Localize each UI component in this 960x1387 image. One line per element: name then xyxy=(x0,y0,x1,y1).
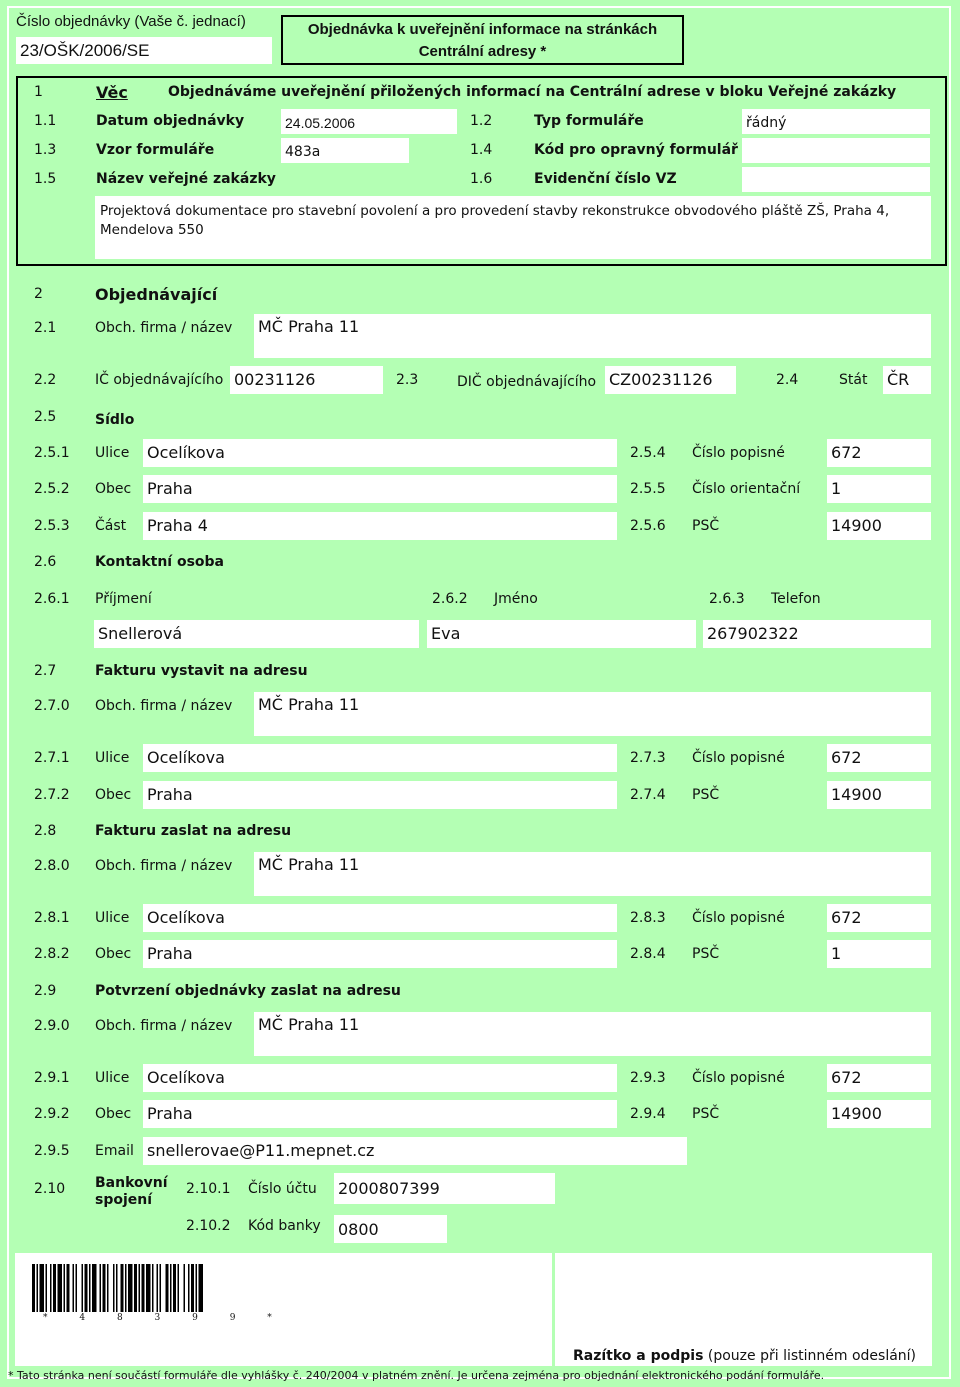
confirmation-postcode-field[interactable]: 14900 xyxy=(827,1100,931,1128)
field-2-7-3-number: 2.7.3 xyxy=(630,750,666,766)
field-1-6-number: 1.6 xyxy=(470,171,493,187)
field-2-5-number: 2.5 xyxy=(34,409,57,425)
field-2-9-4-number: 2.9.4 xyxy=(630,1106,666,1122)
confirmation-house-number-label: Číslo popisné xyxy=(692,1070,785,1086)
field-2-8-3-number: 2.8.3 xyxy=(630,910,666,926)
field-2-1-number: 2.1 xyxy=(34,320,57,336)
invoice-address-label: Fakturu vystavit na adresu xyxy=(95,663,308,679)
confirmation-city-label: Obec xyxy=(95,1106,132,1122)
barcode-text: * 4 8 3 9 9 * xyxy=(43,1313,287,1323)
orderer-name-field[interactable]: MČ Praha 11 xyxy=(254,314,931,358)
contract-id-field[interactable] xyxy=(742,167,930,192)
seat-label: Sídlo xyxy=(95,412,135,428)
seat-district-label: Část xyxy=(95,518,127,534)
confirmation-name-field[interactable]: MČ Praha 11 xyxy=(254,1012,931,1056)
field-2-9-number: 2.9 xyxy=(34,983,57,999)
field-1-2-number: 1.2 xyxy=(470,113,493,129)
field-2-9-1-number: 2.9.1 xyxy=(34,1070,70,1086)
form-title-line1: Objednávka k uveřejnění informace na stránkách xyxy=(307,21,658,38)
contract-id-label: Evidenční číslo VZ xyxy=(534,171,677,187)
field-2-7-2-number: 2.7.2 xyxy=(34,787,70,803)
confirmation-house-number-field[interactable]: 672 xyxy=(827,1064,931,1092)
invoice-send-postcode-label: PSČ xyxy=(692,946,720,962)
invoice-postcode-field[interactable]: 14900 xyxy=(827,781,931,809)
seat-postcode-label: PSČ xyxy=(692,518,720,534)
contract-name-label: Název veřejné zakázky xyxy=(96,171,276,187)
field-2-3-number: 2.3 xyxy=(396,372,419,388)
order-number-label: Číslo objednávky (Vaše č. jednací) xyxy=(16,13,246,30)
seat-street-label: Ulice xyxy=(95,445,130,461)
field-1-3-number: 1.3 xyxy=(34,142,57,158)
seat-orientation-number-field[interactable]: 1 xyxy=(827,475,931,503)
form-type-field[interactable]: řádný xyxy=(742,109,930,134)
first-name-label: Jméno xyxy=(494,591,538,607)
confirmation-street-field[interactable]: Ocelíkova xyxy=(143,1064,617,1092)
account-number-label: Číslo účtu xyxy=(248,1181,317,1197)
field-2-4-number: 2.4 xyxy=(776,372,799,388)
invoice-postcode-label: PSČ xyxy=(692,787,720,803)
field-2-5-1-number: 2.5.1 xyxy=(34,445,70,461)
contract-name-line1: Projektová dokumentace pro stavební povolení a pro provedení stavby rekonstrukce obvodového pláště ZŠ, Praha 4, xyxy=(100,203,890,219)
confirmation-street-label: Ulice xyxy=(95,1070,130,1086)
field-2-7-1-number: 2.7.1 xyxy=(34,750,70,766)
invoice-city-field[interactable]: Praha xyxy=(143,781,617,809)
phone-field[interactable]: 267902322 xyxy=(703,620,931,648)
field-2-6-number: 2.6 xyxy=(34,554,57,570)
seat-house-number-label: Číslo popisné xyxy=(692,445,785,461)
field-2-6-2-number: 2.6.2 xyxy=(432,591,468,607)
bank-connection-label xyxy=(95,1175,168,1209)
orderer-name-label: Obch. firma / název xyxy=(95,320,233,336)
section-2-title: Objednávající xyxy=(95,285,218,304)
field-2-8-number: 2.8 xyxy=(34,823,57,839)
invoice-house-number-field[interactable]: 672 xyxy=(827,744,931,772)
orderer-ico-label: IČ objednávajícího xyxy=(95,372,224,388)
invoice-send-city-field[interactable]: Praha xyxy=(143,940,617,968)
seat-house-number-field[interactable]: 672 xyxy=(827,439,931,467)
invoice-city-label: Obec xyxy=(95,787,132,803)
invoice-send-postcode-field[interactable]: 1 xyxy=(827,940,931,968)
orderer-dic-field[interactable]: CZ00231126 xyxy=(605,366,736,394)
surname-field[interactable]: Snellerová xyxy=(94,620,419,648)
bank-code-label: Kód banky xyxy=(248,1218,321,1234)
field-2-6-1-number: 2.6.1 xyxy=(34,591,70,607)
field-2-10-1-number: 2.10.1 xyxy=(186,1181,231,1197)
bank-connection-label-line2: spojení xyxy=(95,1192,153,1208)
bank-connection-label-line1: Bankovní xyxy=(95,1175,168,1191)
field-2-5-5-number: 2.5.5 xyxy=(630,481,666,497)
seat-city-label: Obec xyxy=(95,481,132,497)
email-field[interactable]: snellerovae@P11.mepnet.cz xyxy=(143,1137,687,1165)
invoice-name-field[interactable]: MČ Praha 11 xyxy=(254,692,931,736)
invoice-house-number-label: Číslo popisné xyxy=(692,750,785,766)
field-2-10-2-number: 2.10.2 xyxy=(186,1218,231,1234)
seat-street-field[interactable]: Ocelíkova xyxy=(143,439,617,467)
seat-district-field[interactable]: Praha 4 xyxy=(143,512,617,540)
signature-caption-note: (pouze při listinném odeslání) xyxy=(703,1348,917,1364)
confirmation-city-field[interactable]: Praha xyxy=(143,1100,617,1128)
contact-person-label: Kontaktní osoba xyxy=(95,554,225,570)
confirmation-name-label: Obch. firma / název xyxy=(95,1018,233,1034)
field-2-8-0-number: 2.8.0 xyxy=(34,858,70,874)
field-2-5-3-number: 2.5.3 xyxy=(34,518,70,534)
field-2-5-2-number: 2.5.2 xyxy=(34,481,70,497)
field-1-4-number: 1.4 xyxy=(470,142,493,158)
seat-postcode-field[interactable]: 14900 xyxy=(827,512,931,540)
country-field[interactable]: ČR xyxy=(883,366,931,394)
barcode-area xyxy=(15,1253,552,1366)
orderer-dic-label: DIČ objednávajícího xyxy=(457,374,597,390)
confirmation-postcode-label: PSČ xyxy=(692,1106,720,1122)
phone-label: Telefon xyxy=(771,591,821,607)
seat-orientation-number-label: Číslo orientační xyxy=(692,481,801,497)
bank-code-field[interactable]: 0800 xyxy=(334,1215,447,1243)
form-type-label: Typ formuláře xyxy=(534,113,644,129)
field-1-1-number: 1.1 xyxy=(34,113,57,129)
subject-label: Věc xyxy=(96,83,128,102)
form-template-field[interactable]: 483a xyxy=(281,138,409,163)
correction-code-label: Kód pro opravný formulář xyxy=(534,142,738,158)
country-label: Stát xyxy=(839,372,868,388)
form-title xyxy=(281,15,684,65)
field-2-8-2-number: 2.8.2 xyxy=(34,946,70,962)
field-2-8-1-number: 2.8.1 xyxy=(34,910,70,926)
field-2-5-6-number: 2.5.6 xyxy=(630,518,666,534)
footer-note: * Tato stránka není součástí formuláře dle vyhlášky č. 240/2004 v platném znění. Je určena zejména pro objednání elektronického podání formuláře. xyxy=(8,1369,825,1382)
field-1-5-number: 1.5 xyxy=(34,171,57,187)
invoice-send-name-field[interactable]: MČ Praha 11 xyxy=(254,852,931,896)
subject-text: Objednáváme uveřejnění přiložených informací na Centrální adrese v bloku Veřejné zakázky xyxy=(168,84,897,100)
correction-code-field[interactable] xyxy=(742,138,930,163)
field-2-9-3-number: 2.9.3 xyxy=(630,1070,666,1086)
field-2-8-4-number: 2.8.4 xyxy=(630,946,666,962)
signature-caption xyxy=(573,1348,916,1364)
field-2-2-number: 2.2 xyxy=(34,372,57,388)
seat-city-field[interactable]: Praha xyxy=(143,475,617,503)
field-2-9-2-number: 2.9.2 xyxy=(34,1106,70,1122)
invoice-send-address-label: Fakturu zaslat na adresu xyxy=(95,823,292,839)
field-2-7-0-number: 2.7.0 xyxy=(34,698,70,714)
invoice-send-city-label: Obec xyxy=(95,946,132,962)
field-2-6-3-number: 2.6.3 xyxy=(709,591,745,607)
field-2-7-number: 2.7 xyxy=(34,663,57,679)
order-number-field[interactable]: 23/OŠK/2006/SE xyxy=(16,37,272,64)
form-title-line2: Centrální adresy * xyxy=(418,43,547,60)
section-1-number: 1 xyxy=(34,84,43,100)
email-label: Email xyxy=(95,1143,134,1159)
confirmation-address-label: Potvrzení objednávky zaslat na adresu xyxy=(95,983,401,999)
invoice-send-street-field[interactable]: Ocelíkova xyxy=(143,904,617,932)
contract-name-field[interactable] xyxy=(95,196,931,259)
order-date-field[interactable]: 24.05.2006 xyxy=(281,109,457,134)
invoice-send-street-label: Ulice xyxy=(95,910,130,926)
invoice-street-field[interactable]: Ocelíkova xyxy=(143,744,617,772)
orderer-ico-field[interactable]: 00231126 xyxy=(230,366,383,394)
invoice-street-label: Ulice xyxy=(95,750,130,766)
invoice-name-label: Obch. firma / název xyxy=(95,698,233,714)
field-2-7-4-number: 2.7.4 xyxy=(630,787,666,803)
first-name-field[interactable]: Eva xyxy=(427,620,696,648)
invoice-send-name-label: Obch. firma / název xyxy=(95,858,233,874)
field-2-10-number: 2.10 xyxy=(34,1181,66,1197)
field-2-9-0-number: 2.9.0 xyxy=(34,1018,70,1034)
form-template-label: Vzor formuláře xyxy=(96,142,215,158)
invoice-send-house-number-label: Číslo popisné xyxy=(692,910,785,926)
surname-label: Příjmení xyxy=(95,591,152,607)
account-number-field[interactable]: 2000807399 xyxy=(334,1173,555,1204)
contract-name-line2: Mendelova 550 xyxy=(100,222,204,238)
barcode-icon xyxy=(32,1264,222,1334)
section-2-number: 2 xyxy=(34,286,43,302)
field-2-9-5-number: 2.9.5 xyxy=(34,1143,70,1159)
order-date-label: Datum objednávky xyxy=(96,113,245,129)
signature-caption-bold: Razítko a podpis xyxy=(573,1348,704,1364)
field-2-5-4-number: 2.5.4 xyxy=(630,445,666,461)
invoice-send-house-number-field[interactable]: 672 xyxy=(827,904,931,932)
